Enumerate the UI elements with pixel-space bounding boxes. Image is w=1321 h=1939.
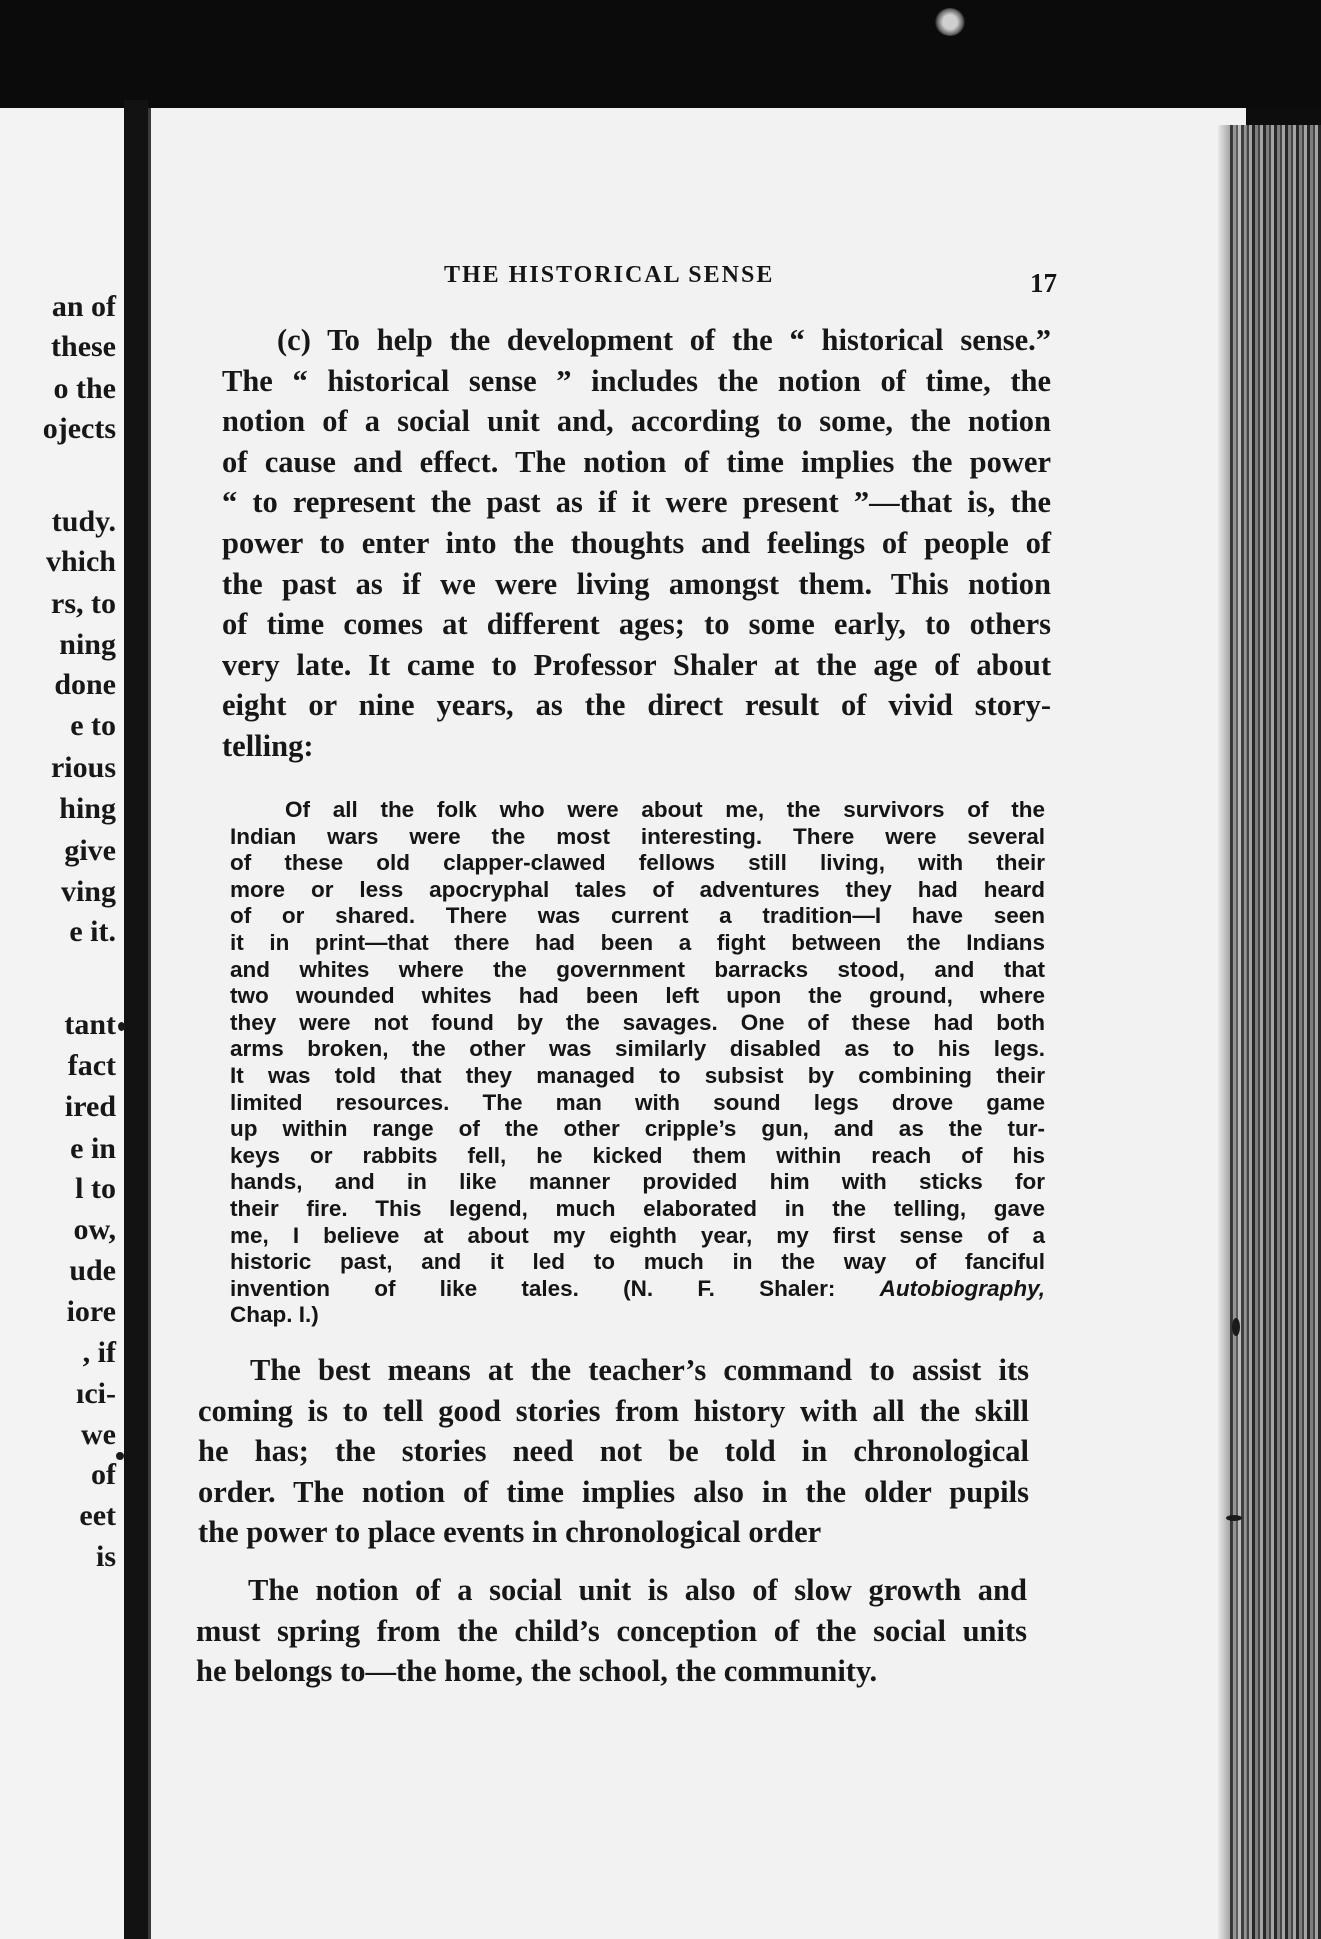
left-page-text-fragment: we (81, 1418, 116, 1451)
quote-line (230, 824, 1045, 851)
text-line: power to enter into the thoughts and feelings of people of (222, 525, 1051, 560)
quote-line-text: me, I believe at about my eighth year, my first sense of a (230, 1222, 1045, 1248)
quote-line (230, 1276, 1045, 1303)
left-page-text-fragment: give (64, 834, 116, 867)
quote-line-text: keys or rabbits fell, he kicked them within reach of his (230, 1142, 1045, 1168)
text-line: very late. It came to Professor Shaler at the age of about (222, 647, 1051, 682)
quote-line (230, 1169, 1045, 1196)
shaler-quotation (230, 797, 1045, 1329)
left-page-text-fragment: o the (53, 372, 116, 405)
quote-line-text: and whites where the government barracks stood, and that (230, 956, 1045, 982)
quote-line-text: of or shared. There was current a tradition—I have seen (230, 903, 1045, 929)
text-line: The notion of a social unit is also of slow growth and (248, 1573, 1027, 1607)
text-line: the past as if we were living amongst them. This notion (222, 566, 1051, 601)
quote-line-text: Indian wars were the most interesting. There were several (230, 823, 1045, 849)
quote-line-text: it in print—that there had been a fight between the Indians (230, 929, 1045, 955)
text-line: “ to represent the past as if it were present ”—that is, the (222, 485, 1051, 520)
scan-speck (116, 1452, 124, 1460)
quote-line (230, 983, 1045, 1010)
left-page-text-fragment: tudy. (51, 505, 116, 538)
text-line: telling: (222, 728, 314, 763)
quote-line-text: limited resources. The man with sound legs drove game (230, 1089, 1045, 1115)
left-page-text-fragment: ow, (73, 1213, 116, 1246)
page-number: 17 (1030, 268, 1057, 298)
left-page-text-fragment: is (95, 1540, 116, 1573)
running-head: THE HISTORICAL SENSE (444, 262, 775, 288)
text-line: eight or nine years, as the direct result of vivid story- (222, 688, 1051, 723)
scan-speck (1232, 1318, 1240, 1336)
book-gutter (124, 100, 148, 1939)
quote-line (230, 903, 1045, 930)
left-page-text-fragment: , if (82, 1336, 116, 1369)
left-page-text-fragment: eet (79, 1499, 116, 1532)
quote-line (230, 1249, 1045, 1276)
left-page-text-fragment: iore (66, 1295, 116, 1328)
quote-line-text: of these old clapper-clawed fellows still living, with their (230, 850, 1045, 876)
quote-line-text: invention of like tales. (230, 1275, 579, 1301)
text-line: notion of a social unit and, according to some, the notion (222, 404, 1051, 439)
paragraph-social-unit (196, 1570, 1027, 1692)
quote-line (230, 1090, 1045, 1117)
left-page-text-fragment: e in (70, 1132, 116, 1165)
left-page-text-fragment: tant (64, 1008, 116, 1041)
quote-line (230, 1196, 1045, 1223)
paragraph-storytelling (198, 1350, 1029, 1553)
quote-line-text: hands, and in like manner provided him with sticks for (230, 1169, 1045, 1195)
quote-line-text: up within range of the other cripple’s gun, and as the tur- (230, 1116, 1045, 1142)
quote-line-text: their fire. This legend, much elaborated in the telling, gave (230, 1195, 1045, 1221)
quote-line-text: Of all the folk who were about me, the survivors of the (285, 797, 1045, 822)
left-page-text-fragment: ude (69, 1254, 116, 1287)
text-line: he belongs to—the home, the school, the community. (196, 1654, 878, 1689)
left-page-text-fragment: ojects (42, 412, 116, 445)
quote-line (230, 930, 1045, 957)
left-facing-page (0, 108, 124, 1939)
quote-line-text: arms broken, the other was similarly disabled as to his legs. (230, 1036, 1045, 1062)
quote-line (230, 1063, 1045, 1090)
text-line: coming is to tell good stories from history with all the skill (198, 1393, 1029, 1428)
quote-line-text: historic past, and it led to much in the way of fanciful (230, 1249, 1045, 1275)
quote-line (230, 877, 1045, 904)
quote-line (230, 1010, 1045, 1037)
quote-line (230, 797, 1045, 824)
text-line: of cause and effect. The notion of time implies the power (222, 444, 1051, 479)
text-line: the power to place events in chronological order (198, 1515, 822, 1550)
left-page-text-fragment: an of (51, 290, 116, 323)
text-line: order. The notion of time implies also in the older pupils (198, 1474, 1029, 1509)
text-line: The best means at the teacher’s command to assist its (250, 1353, 1029, 1387)
left-page-text-fragment: of (91, 1458, 116, 1491)
left-page-text-fragment: ired (64, 1090, 116, 1123)
citation-author: (N. F. Shaler: (623, 1275, 880, 1301)
left-page-text-fragment: fact (67, 1049, 116, 1082)
text-line: (c) To help the development of the “ historical sense.” (277, 323, 1051, 357)
paragraph-historical-sense (222, 320, 1051, 767)
scan-speck (1226, 1515, 1242, 1521)
scan-top-border (0, 0, 1321, 108)
text-line: he has; the stories need not be told in chronological (198, 1434, 1029, 1469)
left-page-text-fragment: l to (75, 1172, 116, 1205)
quote-line (230, 1143, 1045, 1170)
quote-line-text: they were not found by the savages. One of these had both (230, 1009, 1045, 1035)
quote-line (230, 1036, 1045, 1063)
quote-line (230, 1116, 1045, 1143)
page-stack-edge (1230, 125, 1321, 1939)
left-page-text-fragment: e to (70, 709, 116, 742)
left-page-text-fragment: e it. (69, 915, 116, 948)
left-page-text-fragment: ıci- (76, 1377, 116, 1410)
left-page-text-fragment: done (54, 668, 116, 701)
quote-line (230, 1223, 1045, 1250)
quote-line-text: It was told that they managed to subsist by combining their (230, 1062, 1045, 1088)
citation-chapter: Chap. I.) (230, 1302, 319, 1328)
text-line: The “ historical sense ” includes the notion of time, the (222, 363, 1051, 398)
left-page-text-fragment: rious (50, 751, 116, 784)
quote-line-text: more or less apocryphal tales of adventures they had heard (230, 876, 1045, 902)
left-page-text-fragment: ving (60, 875, 116, 908)
quote-line-text: two wounded whites had been left upon the ground, where (230, 983, 1045, 1009)
left-page-text-fragment: these (51, 330, 116, 363)
scan-artifact (935, 8, 965, 36)
left-page-text-fragment: vhich (45, 545, 116, 578)
scan-speck (118, 1022, 125, 1031)
quote-line (230, 957, 1045, 984)
text-line: of time comes at different ages; to some early, to others (222, 607, 1051, 642)
left-page-text-fragment: rs, to (51, 587, 116, 620)
citation-title: Autobiography, (879, 1275, 1045, 1301)
left-page-text-fragment: ning (59, 628, 116, 661)
text-line: must spring from the child’s conception of the social units (196, 1613, 1027, 1648)
quote-line (230, 850, 1045, 877)
left-page-text-fragment: hing (59, 792, 116, 825)
